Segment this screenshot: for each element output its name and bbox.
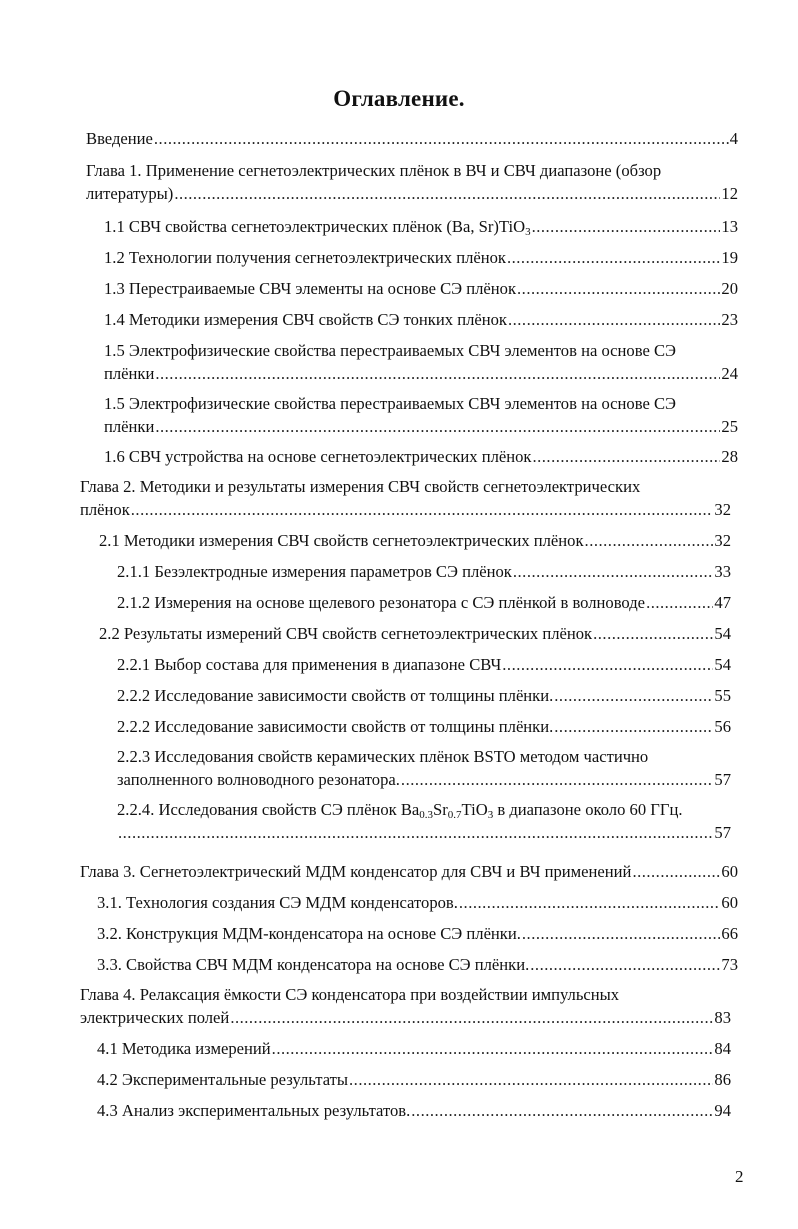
dot-leader [401, 768, 713, 791]
toc-entry[interactable] [97, 891, 738, 914]
toc-entry-title: 3.2. Конструкция МДМ-конденсатора на основе СЭ плёнки. [97, 924, 521, 943]
toc-entry-title: 4.1 Методика измерений [97, 1039, 271, 1058]
toc-entry-title-line1: Глава 4. Релаксация ёмкости СЭ конденсатора при воздействии импульсных [80, 985, 620, 1004]
toc-entry[interactable] [99, 622, 731, 645]
toc-entry-page: 54 [714, 655, 731, 674]
toc-entry[interactable] [80, 860, 738, 883]
dot-leader [155, 362, 720, 385]
toc-entry[interactable] [104, 308, 738, 331]
dot-leader [646, 591, 713, 614]
toc-entry-page: 20 [721, 279, 738, 298]
toc-entry[interactable] [80, 475, 731, 521]
dot-leader [532, 215, 721, 238]
toc-entry[interactable] [97, 1037, 731, 1060]
toc-entry-title: электрических полей [80, 1008, 230, 1027]
toc-entry-page: 73 [721, 955, 738, 974]
toc-entry-title: 1.3 Перестраиваемые СВЧ элементы на основе СЭ плёнок [104, 279, 517, 298]
toc-entry-title: 4.3 Анализ экспериментальных результатов. [97, 1101, 411, 1120]
dot-leader [530, 953, 720, 976]
toc-entry[interactable] [117, 591, 731, 614]
toc-entry[interactable] [99, 529, 731, 552]
toc-entry[interactable] [80, 983, 731, 1029]
toc-entry[interactable] [117, 684, 731, 707]
toc-entry-title: 1.6 СВЧ устройства на основе сегнетоэлектрических плёнок [104, 447, 532, 466]
toc-entry-page: 32 [714, 500, 731, 519]
toc-entry-page: 57 [714, 823, 731, 842]
dot-leader [230, 1006, 713, 1029]
toc-entry[interactable] [104, 277, 738, 300]
toc-entry-page: 12 [721, 184, 738, 203]
dot-leader [118, 821, 713, 844]
toc-entry[interactable] [117, 715, 731, 738]
toc-entry-page: 83 [714, 1008, 731, 1027]
toc-entry-title-line1: 1.5 Электрофизические свойства перестраиваемых СВЧ элементов на основе СЭ [104, 341, 676, 360]
toc-entry[interactable] [104, 445, 738, 468]
toc-entry-page: 24 [721, 364, 738, 383]
toc-entry-title: 1.2 Технологии получения сегнетоэлектрических плёнок [104, 248, 506, 267]
toc-entry-page: 47 [714, 593, 731, 612]
dot-leader [513, 560, 714, 583]
toc-entry-page: 25 [721, 417, 738, 436]
toc-entry-title: 2.2.2 Исследование зависимости свойств от толщины плёнки. [117, 686, 554, 705]
toc-entry[interactable] [117, 798, 731, 844]
toc-entry[interactable] [104, 246, 738, 269]
toc-entry[interactable] [86, 159, 738, 205]
dot-leader [517, 277, 720, 300]
toc-entry-title: Глава 3. Сегнетоэлектрический МДМ конденсатор для СВЧ и ВЧ применений [80, 862, 632, 881]
toc-entry[interactable] [104, 339, 738, 385]
dot-leader [502, 653, 713, 676]
toc-entry[interactable] [97, 1099, 731, 1122]
dot-leader [459, 891, 721, 914]
toc-entry[interactable] [117, 745, 731, 791]
toc-entry-title: 3.1. Технология создания СЭ МДМ конденсаторов. [97, 893, 458, 912]
page-title: Оглавление. [333, 86, 465, 111]
toc-entry-page: 23 [721, 310, 738, 329]
toc-entry-page: 19 [721, 248, 738, 267]
toc-entry-title: 1.4 Методики измерения СВЧ свойств СЭ тонких плёнок [104, 310, 507, 329]
toc-entry-title: 2.1.1 Безэлектродные измерения параметров СЭ плёнок [117, 562, 512, 581]
toc-entry-page: 60 [721, 893, 738, 912]
toc-entry-page: 54 [714, 624, 731, 643]
dot-leader [554, 715, 713, 738]
toc-entry-title: 2.2.1 Выбор состава для применения в диапазоне СВЧ [117, 655, 502, 674]
dot-leader [585, 529, 714, 552]
dot-leader [507, 246, 720, 269]
toc-entry-title: Введение [86, 129, 153, 148]
toc-entry-title-line1: 2.2.3 Исследования свойств керамических плёнок BSTO методом частично [117, 747, 649, 766]
dot-leader [411, 1099, 713, 1122]
dot-leader [522, 922, 721, 945]
page-number: 2 [735, 1167, 744, 1186]
toc-entry-page: 94 [714, 1101, 731, 1120]
dot-leader [532, 445, 720, 468]
dot-leader [554, 684, 713, 707]
dot-leader [349, 1068, 713, 1091]
toc-entry-title: 2.1 Методики измерения СВЧ свойств сегнетоэлектрических плёнок [99, 531, 584, 550]
toc-entry-page: 55 [714, 686, 731, 705]
toc-entry[interactable] [104, 392, 738, 438]
dot-leader [593, 622, 713, 645]
toc-entry-title: плёнки [104, 417, 155, 436]
toc-entry-page: 57 [714, 770, 731, 789]
toc-entry-page: 86 [714, 1070, 731, 1089]
toc-entry-title: 3.3. Свойства СВЧ МДМ конденсатора на основе СЭ плёнки. [97, 955, 530, 974]
toc-entry-page: 84 [714, 1039, 731, 1058]
toc-entry-title-line1: Глава 1. Применение сегнетоэлектрических плёнок в ВЧ и СВЧ диапазоне (обзор [86, 161, 662, 180]
toc-entry[interactable] [117, 560, 731, 583]
toc-entry-page: 4 [729, 129, 738, 148]
toc-entry-title: 4.2 Экспериментальные результаты [97, 1070, 349, 1089]
toc-entry-page: 33 [714, 562, 731, 581]
toc-entry-title: 2.1.2 Измерения на основе щелевого резонатора с СЭ плёнкой в волноводе [117, 593, 646, 612]
toc-entry-title: 2.2 Результаты измерений СВЧ свойств сегнетоэлектрических плёнок [99, 624, 593, 643]
toc-entry-title: заполненного волноводного резонатора. [117, 770, 400, 789]
toc-entry-title-line1: 1.5 Электрофизические свойства перестраиваемых СВЧ элементов на основе СЭ [104, 394, 676, 413]
toc-entry-title: плёнок [80, 500, 130, 519]
toc-entry[interactable] [97, 1068, 731, 1091]
toc-entry-page: 60 [721, 862, 738, 881]
toc-entry-title: литературы) [86, 184, 174, 203]
toc-entry-title-line1: Глава 2. Методики и результаты измерения СВЧ свойств сегнетоэлектрических [80, 477, 641, 496]
dot-leader [272, 1037, 714, 1060]
toc-entry[interactable] [97, 922, 738, 945]
toc-entry-title: 1.1 СВЧ свойства сегнетоэлектрических плёнок (Ba, Sr)TiO$_3$ [104, 217, 531, 238]
toc-entry-page: 66 [721, 924, 738, 943]
dot-leader [155, 415, 720, 438]
toc-entry-title: плёнки [104, 364, 155, 383]
toc-entry[interactable] [117, 653, 731, 676]
dot-leader [508, 308, 720, 331]
toc-entry[interactable] [86, 127, 738, 150]
dot-leader [174, 182, 720, 205]
toc-entry-title-line1: 2.2.4. Исследования свойств СЭ плёнок $Ba_{0.3}Sr_{0.7}TiO_3$ в диапазоне около 60 ГГц. [117, 800, 683, 821]
toc-entry-page: 32 [714, 531, 731, 550]
toc-entry-page: 13 [721, 217, 738, 236]
toc-entry-title: 2.2.2 Исследование зависимости свойств от толщины плёнки. [117, 717, 554, 736]
toc-entry[interactable] [97, 953, 738, 976]
toc-entry-page: 56 [714, 717, 731, 736]
dot-leader [632, 860, 720, 883]
dot-leader [131, 498, 714, 521]
toc-entry-page: 28 [721, 447, 738, 466]
toc-entry[interactable] [104, 215, 738, 238]
dot-leader [154, 127, 729, 150]
